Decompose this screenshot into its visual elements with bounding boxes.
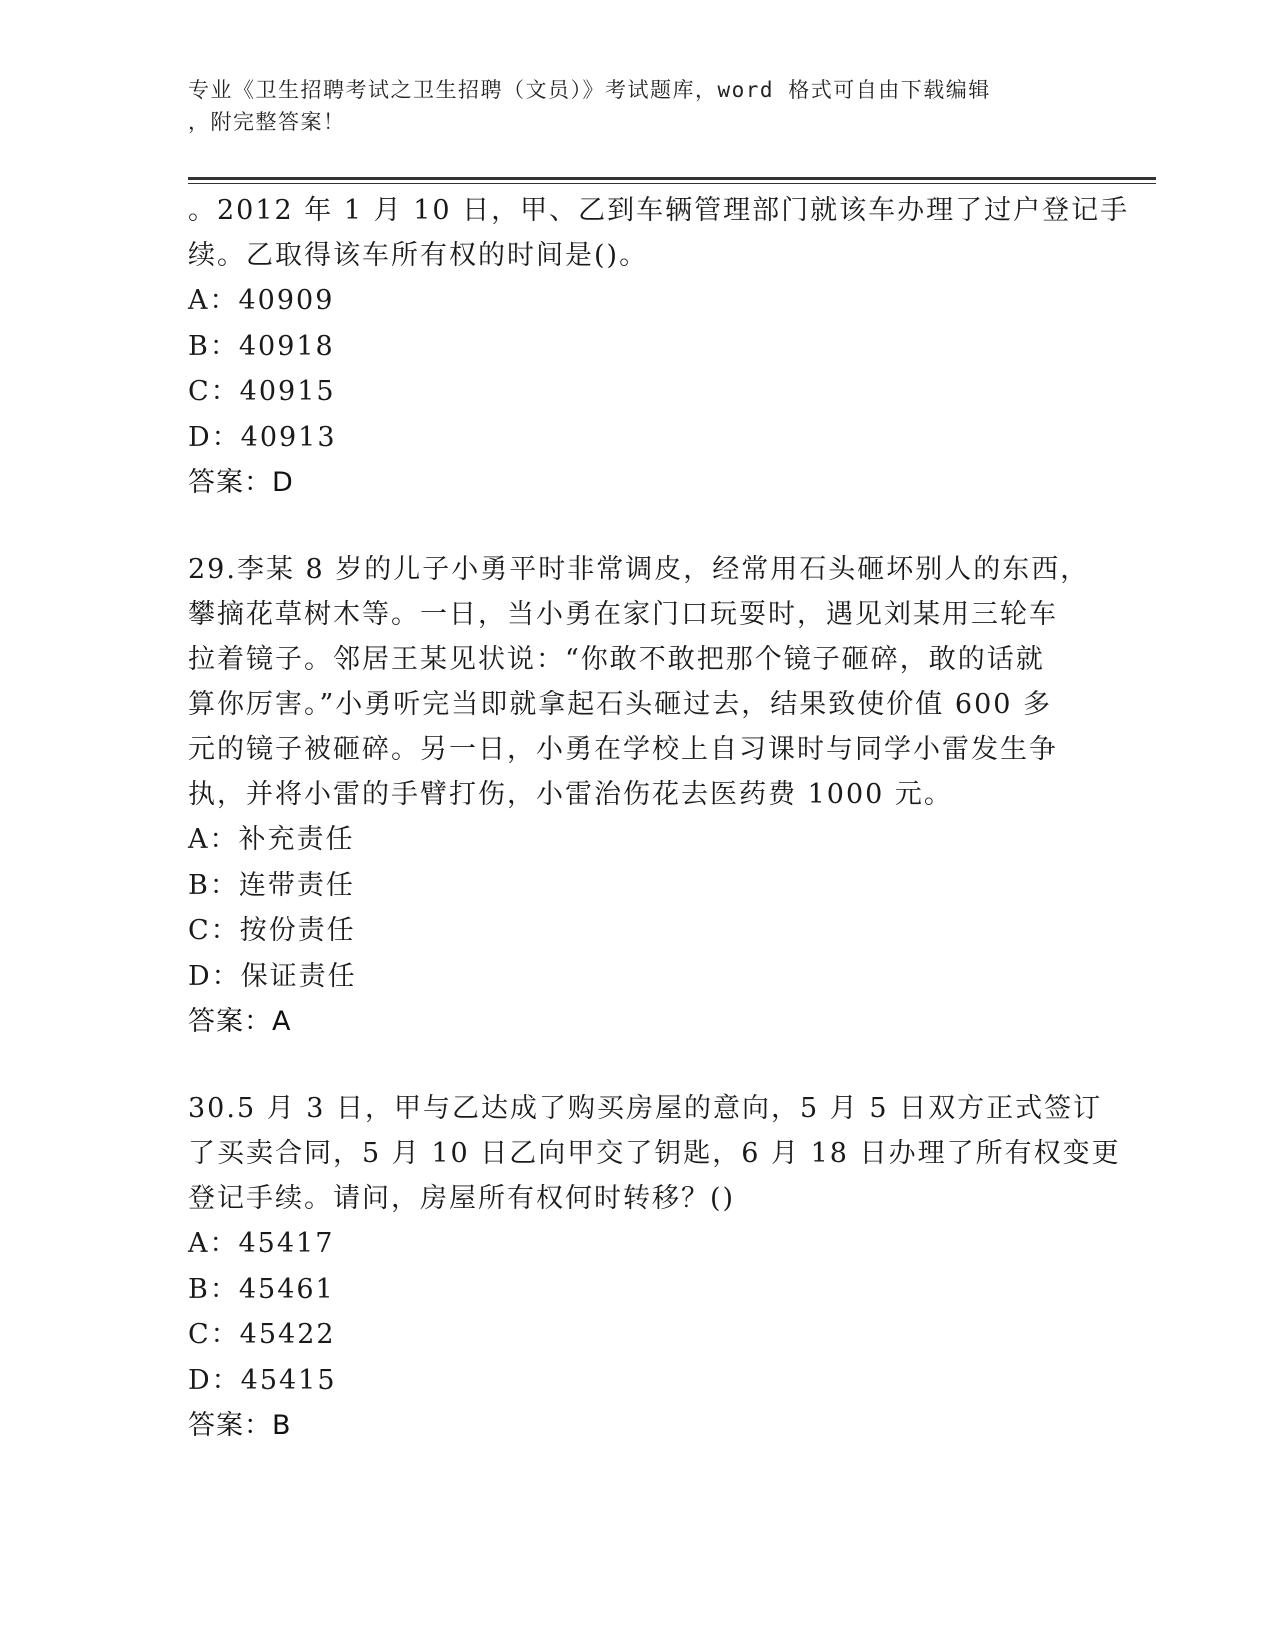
header-divider-thick: [188, 177, 1156, 180]
question-text-line: 。2012 年 1 月 10 日，甲、乙到车辆管理部门就该车办理了过户登记手: [188, 195, 1130, 226]
question-text-line: 30.5 月 3 日，甲与乙达成了购买房屋的意向，5 月 5 日双方正式签订: [188, 1093, 1103, 1124]
option-a: A：45417: [188, 1228, 335, 1259]
option-d: D：保证责任: [188, 960, 357, 992]
question-text-line: 拉着镜子。邻居王某见状说：“你敢不敢把那个镜子砸碎，敢的话就: [188, 644, 1045, 675]
question-text-line: 登记手续。请问，房屋所有权何时转移？(): [188, 1183, 736, 1214]
option-a: A：补充责任: [188, 824, 355, 855]
answer-label: 答案：A: [188, 1006, 292, 1037]
question-text-line: 29.李某 8 岁的儿子小勇平时非常调皮，经常用石头砸坏别人的东西，: [188, 554, 1090, 585]
option-b: B：连带责任: [188, 869, 355, 901]
question-text-line: 算你厉害。”小勇听完当即就拿起石头砸过去，结果致使价值 600 多: [188, 689, 1053, 720]
header-line-2: ，附完整答案！: [188, 110, 346, 134]
option-b: B：40918: [188, 330, 335, 362]
option-a: A：40909: [188, 285, 335, 316]
option-c: C：45422: [188, 1319, 336, 1350]
document-body: [188, 188, 1130, 1448]
header-note: [188, 74, 1088, 138]
spacer: [188, 1044, 1088, 1086]
spacer: [188, 505, 1088, 547]
option-c: C：按份责任: [188, 915, 356, 946]
answer-label: 答案：D: [188, 467, 294, 498]
question-30: [188, 1086, 1121, 1448]
question-29: [188, 547, 1088, 1044]
option-d: D：45415: [188, 1364, 337, 1396]
option-d: D：40913: [188, 421, 337, 453]
question-text-line: 执，并将小雷的手臂打伤，小雷治伤花去医药费 1000 元。: [188, 779, 953, 810]
question-text-line: 元的镜子被砸碎。另一日，小勇在学校上自习课时与同学小雷发生争: [188, 734, 1058, 765]
option-b: B：45461: [188, 1273, 335, 1305]
header-line-1: 专业《卫生招聘考试之卫生招聘（文员）》考试题库，word 格式可自由下载编辑: [188, 78, 991, 102]
question-text-line: 攀摘花草树木等。一日，当小勇在家门口玩耍时，遇见刘某用三轮车: [188, 599, 1058, 630]
header-divider-thin: [188, 183, 1156, 184]
question-text-line: 了买卖合同，5 月 10 日乙向甲交了钥匙，6 月 18 日办理了所有权变更: [188, 1138, 1121, 1169]
answer-label: 答案：B: [188, 1410, 292, 1441]
question-text-line: 续。乙取得该车所有权的时间是()。: [188, 240, 649, 271]
option-c: C：40915: [188, 376, 336, 407]
question-28: [188, 188, 1130, 505]
